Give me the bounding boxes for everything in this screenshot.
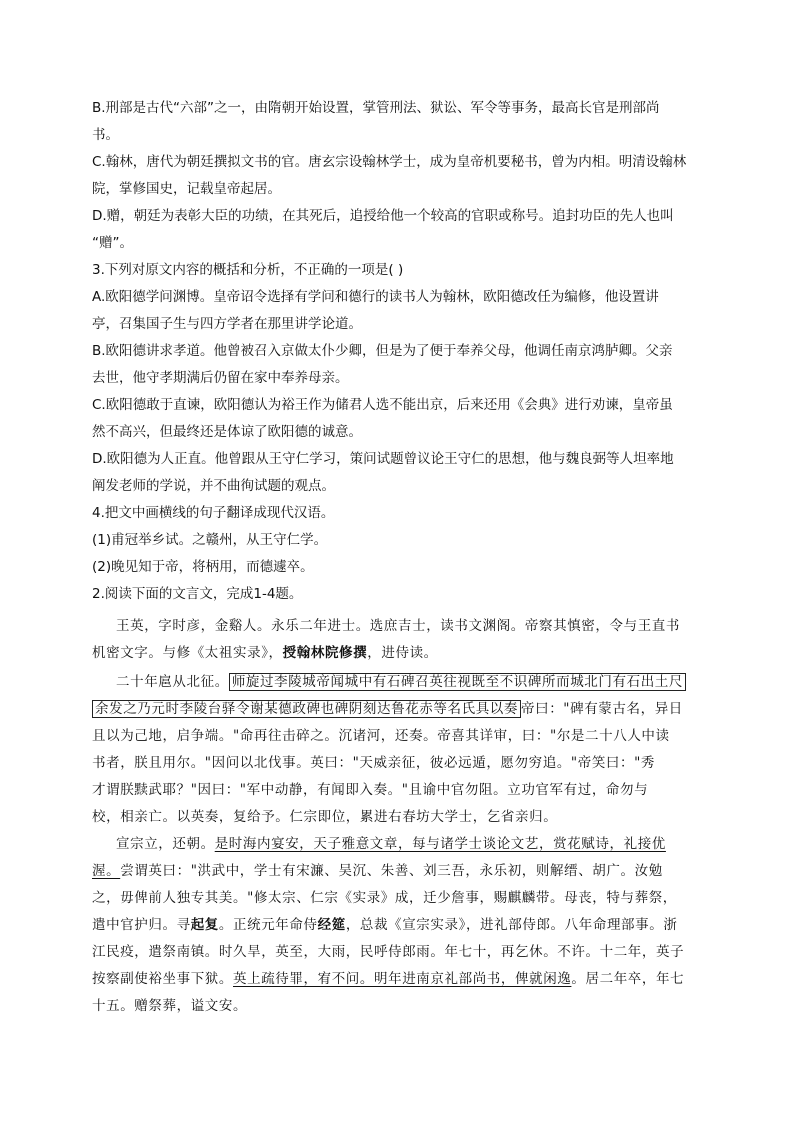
underlined-sentence: 渥。	[92, 863, 121, 879]
bold-term: 起复	[190, 917, 219, 933]
q3-option-a-line2: 亭，召集国子生与四方学者在那里讲学论道。	[92, 316, 362, 332]
q3-option-a-line1: A.欧阳德学问渊博。皇帝诏令选择有学问和德行的读书人为翰林，欧阳德改任为编修，他设置讲	[92, 289, 659, 305]
passage-text: 按察副使裕坐事下狱。	[92, 971, 233, 987]
passage-text: 帝曰："碑有蒙古名，异日	[521, 701, 683, 717]
passage-text: 遣中官护归。寻	[92, 917, 191, 933]
passage-text: 宣宗立，还朝。	[116, 836, 215, 852]
passage-p3-line4	[92, 913, 677, 933]
passage-text: 。正统元年命侍	[218, 917, 318, 933]
q3-option-d-line2: 阐发老师的学说，并不曲徇试题的观点。	[92, 478, 335, 494]
q2-option-c-line2: 院，掌修国史，记载皇帝起居。	[92, 181, 281, 197]
passage-p1-line1: 王英，字时彦，金谿人。永乐二年进士。选庶吉士，读书文渊阁。帝察其慎密，令与王直书	[116, 618, 680, 634]
passage-p2-line1	[116, 670, 686, 690]
passage-text: ，进侍读。	[367, 645, 438, 661]
q2-option-b-line1: B.刑部是古代“六部”之一，由隋朝开始设置，掌管刑法、狱讼、军令等事务，最高长官是刑部尚	[92, 100, 660, 116]
passage-text: 机密文字。与修《太祖实录》，	[92, 645, 283, 661]
passage-p3-line7: 十五。赠祭葬，谥文安。	[92, 998, 248, 1014]
q3-stem: 3.下列对原文内容的概括和分析，不正确的一项是( )	[92, 262, 404, 278]
passage-p2-line5: 才谓朕黩武耶？"因曰："军中动静，有闻即入奏。"且谕中官勿阻。立功官军有过，命勿与	[92, 782, 649, 798]
boxed-sentence-part1: 师旋过李陵城帝闻城中有石碑召英往视既至不识碑所而城北门有石出土尺	[229, 673, 686, 691]
bold-term: 经筵	[317, 917, 346, 933]
q3-option-b-line1: B.欧阳德讲求孝道。他曾被召入京做太仆少卿，但是为了便于奉养父母，他调任南京鸿胪卿。父亲	[92, 343, 673, 359]
passage-text: 二十年扈从北征。	[116, 674, 229, 690]
underlined-sentence: 英上疏待罪，宥不问。明年进南京礼部尚书，俾就闲逸	[233, 971, 572, 987]
underlined-sentence: 是时海内宴安，天子雅意文章，每与诸学士谈论文艺，赏花赋诗，礼接优	[214, 836, 666, 852]
q2-option-c-line1: C.翰林，唐代为朝廷撰拟文书的官。唐玄宗设翰林学士，成为皇帝机要秘书，曾为内相。明清设翰林	[92, 154, 687, 170]
boxed-sentence-part2: 余发之乃元时李陵台驿令谢某德政碑也碑阴刻达鲁花赤等名氏具以奏	[92, 700, 521, 718]
q3-option-c-line2: 然不高兴，但最终还是体谅了欧阳德的诚意。	[92, 424, 362, 440]
passage-p3-line6	[92, 967, 684, 987]
passage-p2-line4: 书者，朕且用尔。"因问以北伐事。英曰："天威亲征，彼必远遁，愿勿穷追。"帝笑曰："秀	[92, 755, 656, 771]
passage-p2-line2	[92, 697, 683, 717]
passage-p3-line5: 江民疫，遣祭南镇。时久旱，英至，大雨，民呼侍郎雨。年七十，再乞休。不许。十二年，英子	[92, 944, 685, 960]
passage-text: ，总裁《宣宗实录》，进礼部侍郎。八年命理部事。浙	[345, 917, 678, 933]
q3-option-b-line2: 去世，他守孝期满后仍留在家中奉养母亲。	[92, 370, 349, 386]
passage-p3-line2	[92, 859, 663, 879]
q4-stem: 4.把文中画横线的句子翻译成现代汉语。	[92, 505, 335, 521]
q4-sentence-1: (1)甫冠举乡试。之赣州，从王守仁学。	[92, 532, 328, 548]
passage-text: 尝谓英曰："洪武中，学士有宋濂、吴沉、朱善、刘三吾，永乐初，则解缙、胡广。汝勉	[120, 863, 663, 879]
passage-text: 。居二年卒，年七	[571, 971, 685, 987]
passage-p3-line1	[116, 832, 666, 852]
q2-option-d-line2: “赠”。	[92, 235, 133, 251]
bold-term: 授翰林院修撰	[282, 645, 368, 661]
q2-option-b-line2: 书。	[92, 127, 119, 143]
q3-option-c-line1: C.欧阳德敢于直谏，欧阳德认为裕王作为储君人选不能出京，后来还用《会典》进行劝谏，皇帝虽	[92, 397, 673, 413]
passage-p2-line6: 校，相亲亡。以英奏，复给予。仁宗即位，累进右春坊大学士，乞省亲归。	[92, 809, 558, 825]
q4-sentence-2: (2)晚见知于帝，将柄用，而德遽卒。	[92, 559, 314, 575]
passage-p1-line2	[92, 641, 438, 661]
q2-option-d-line1: D.赠，朝廷为表彰大臣的功绩，在其死后，追授给他一个较高的官职或称号。追封功臣的先人也叫	[92, 208, 674, 224]
q3-option-d-line1: D.欧阳德为人正直。他曾跟从王守仁学习，策问试题曾议论王守仁的思想，他与魏良弼等人坦率地	[92, 451, 674, 467]
section-heading: 2.阅读下面的文言文，完成1-4题。	[92, 586, 303, 602]
passage-p3-line3: 之，毋俾前人独专其美。"修太宗、仁宗《实录》成，迁少詹事，赐麒麟带。母丧，特与葬祭，	[92, 890, 677, 906]
passage-p2-line3: 且以为己地，启争端。"命再往击碎之。沉诸河，还奏。帝喜其详审，曰："尔是二十八人中读	[92, 728, 670, 744]
